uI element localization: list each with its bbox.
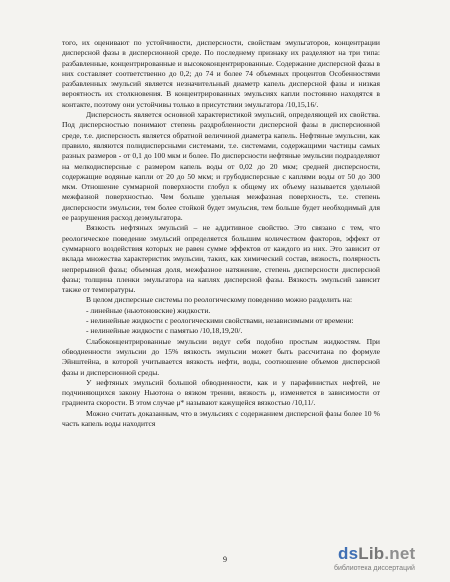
- paragraph-5: Слабоконцентрированные эмульсии ведут себя подобно простым жидкостям. При обводненности эмульсии до 15% вязкость эмульсии может быть рассчитана по формуле Эйнштейна, в которой учитывается вязкость нефти, воды, соотношение объемов дисперсной фазы и дисперсионной среды.: [62, 336, 380, 377]
- paragraph-4: В целом дисперсные системы по реологическому поведению можно разделить на:: [86, 295, 353, 305]
- dslib-watermark[interactable]: [332, 544, 442, 576]
- paragraph-2: Дисперсность является основной характеристикой эмульсий, определяющей их свойства. Под дисперсностью понимают степень раздробленности дисперсной фазы в дисперсионной среде, т.е. дисперсность является обратной величиной диаметра капель. Нефтяные эмульсии, как правило, являются полидисперсными системами, т.е. системами, содержащими частицы самых разных размеров - от 0,1 до 100 мкм и более. По дисперсности нефтяные эмульсии подразделяют на мелкодисперсные с размером капель воды от 0,02 до 20 мкм; средней дисперсности, содержащие водяные капли от 20 до 50 мкм; и грубодисперсные с каплями воды от 50 до 300 мкм. Отношение суммарной поверхности глобул к общему их объему называется удельной межфазной поверхностью. Чем больше удельная межфазная поверхность, т.е. степень дисперсности эмульсии, тем более стойкой будет эмульсия, тем больше будет необходимый для ее разрушения расход деэмульгатора.: [62, 110, 380, 223]
- paragraph-1: того, их оценивают по устойчивости, дисперсности, свойствам эмульгаторов, концентрации дисперсной фазы в дисперсионной среде. По последнему признаку их разделяют на три типа: разбавленные, концентрированные и высококонцентрированные. Содержание дисперсной фазы в них составляет соответственно до 0,2; до 74 и более 74 объемных процентов Особенностями разбавленных эмульсий является незначительный диаметр капель дисперсной фазы и низкая вероятность их столкновения. В концентрированных эмульсиях капли постоянно находятся в контакте, поэтому они устойчивы только в присутствии эмульгатора /10,15,16/.: [62, 38, 380, 109]
- paragraph-7: Можно считать доказанным, что в эмульсиях с содержанием дисперсной фазы более 10 % часть капель воды находится: [62, 408, 380, 428]
- page-number: 9: [223, 555, 227, 564]
- list-item-1: - линейные (ньютоновские) жидкости.: [86, 305, 211, 315]
- watermark-logo: dsLib.net: [338, 544, 416, 563]
- document-body: [62, 38, 380, 429]
- watermark-tagline: библиотека диссертаций: [334, 565, 415, 572]
- list-item-2: - нелинейные жидкости с реологическими свойствами, независимыми от времени:: [86, 316, 354, 326]
- list-item-3: - нелинейные жидкости с памятью /10,18,19,20/.: [86, 326, 243, 336]
- paragraph-6: У нефтяных эмульсий большой обводненности, как и у парафинистых нефтей, не подчиняющихся закону Ньютона о вязком трении, вязкость μ, изменяется в зависимости от градиента скорости. В этом случае μ* называют кажущейся вязкостью /10,11/.: [62, 377, 380, 408]
- paragraph-3: Вязкость нефтяных эмульсий – не аддитивное свойство. Это связано с тем, что реологическое поведение эмульсий определяется большим количеством факторов, эффект от суммарного воздействия которых не равен сумме эффектов от каждого из них. Это зависит от вклада множества характеристик эмульсии, таких, как химический состав, вязкость, полярность непрерывной фазы; объемная доля, межфазное натяжение, степень дисперсности дисперсной фазы; толщина пленки эмульгатора на каплях дисперсной фазы. Вязкость эмульсий зависит также от температуры.: [62, 223, 380, 295]
